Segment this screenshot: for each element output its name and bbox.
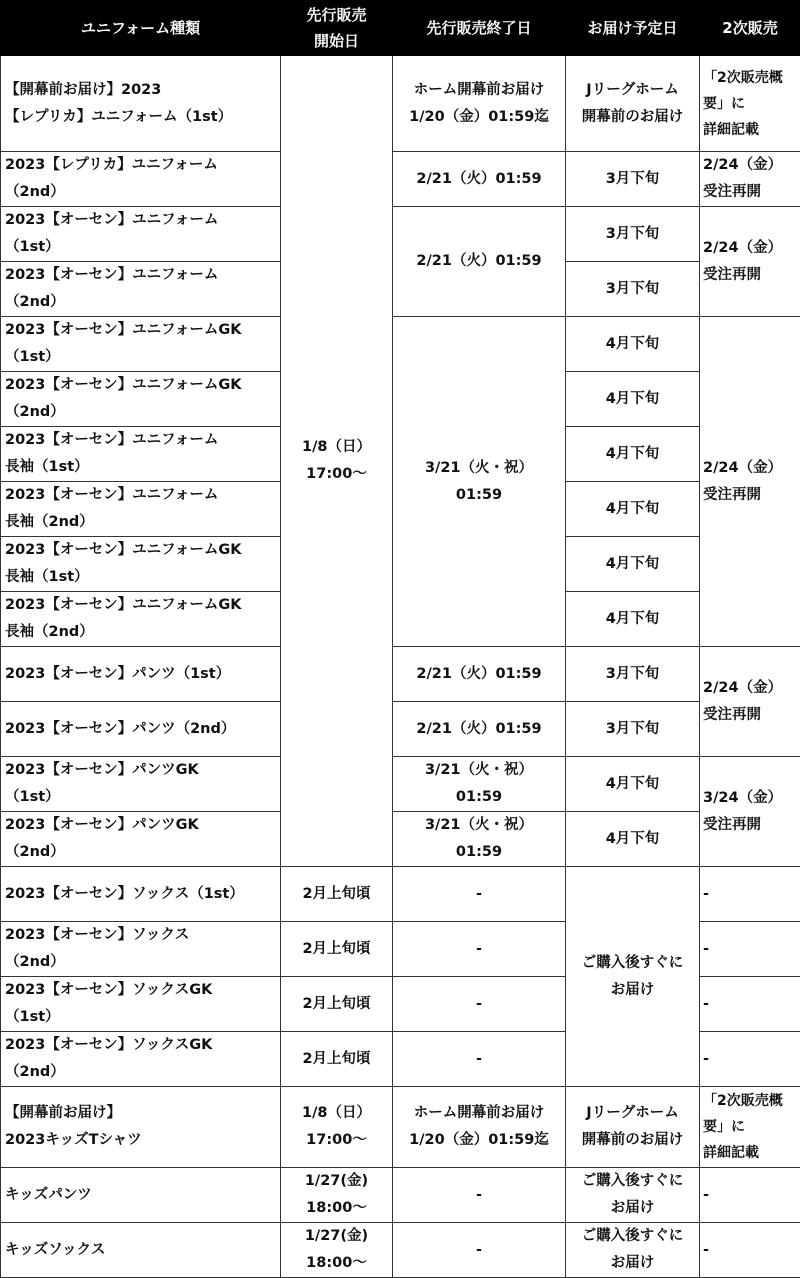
second-sale: - — [700, 867, 800, 922]
presale-end: - — [393, 1032, 566, 1087]
presale-end: ホーム開幕前お届け 1/20（金）01:59迄 — [393, 56, 566, 152]
presale-start: 2月上旬頃 — [281, 922, 393, 977]
item-name: 2023【オーセン】ユニフォーム （2nd） — [1, 262, 281, 317]
delivery-date: 4月下旬 — [566, 317, 700, 372]
delivery-date: ご購入後すぐに お届け — [566, 1223, 700, 1278]
header-item-type: ユニフォーム種類 — [1, 1, 281, 56]
item-name: 2023【オーセン】パンツGK （2nd） — [1, 812, 281, 867]
presale-end: 2/21（火）01:59 — [393, 702, 566, 757]
presale-start: 1/8（日） 17:00～ — [281, 1087, 393, 1168]
table-row — [1, 317, 800, 372]
second-sale: - — [700, 1032, 800, 1087]
table-row — [1, 152, 800, 207]
delivery-date: 3月下旬 — [566, 152, 700, 207]
item-name: 2023【オーセン】ユニフォームGK 長袖（1st） — [1, 537, 281, 592]
presale-end: - — [393, 1168, 566, 1223]
table-row — [1, 757, 800, 812]
table-row — [1, 56, 800, 152]
second-sale: 2/24（金） 受注再開 — [700, 647, 800, 757]
delivery-date: 4月下旬 — [566, 592, 700, 647]
item-name: 2023【オーセン】ユニフォームGK （2nd） — [1, 372, 281, 427]
item-name: 2023【オーセン】ソックス （2nd） — [1, 922, 281, 977]
presale-start: 1/27(金) 18:00～ — [281, 1223, 393, 1278]
delivery-date: 3月下旬 — [566, 702, 700, 757]
second-sale: 2/24（金） 受注再開 — [700, 317, 800, 647]
item-name: 【開幕前お届け】2023 【レプリカ】ユニフォーム（1st） — [1, 56, 281, 152]
item-name: 2023【オーセン】ソックスGK （1st） — [1, 977, 281, 1032]
table-row — [1, 1223, 800, 1278]
table-row — [1, 867, 800, 922]
second-sale: - — [700, 922, 800, 977]
second-sale: 「2次販売概 要」に 詳細記載 — [700, 56, 800, 152]
item-name: 2023【オーセン】ソックス（1st） — [1, 867, 281, 922]
presale-start: 2月上旬頃 — [281, 867, 393, 922]
presale-end: 3/21（火・祝） 01:59 — [393, 757, 566, 812]
header-presale-start: 先行販売 開始日 — [281, 1, 393, 56]
presale-end: 2/21（火）01:59 — [393, 207, 566, 317]
table-row — [1, 207, 800, 262]
second-sale: 3/24（金） 受注再開 — [700, 757, 800, 867]
presale-end: ホーム開幕前お届け 1/20（金）01:59迄 — [393, 1087, 566, 1168]
presale-end: 3/21（火・祝） 01:59 — [393, 812, 566, 867]
header-row — [1, 1, 800, 56]
second-sale: 「2次販売概 要」に 詳細記載 — [700, 1087, 800, 1168]
presale-end: - — [393, 977, 566, 1032]
delivery-date: 4月下旬 — [566, 427, 700, 482]
presale-end: - — [393, 1223, 566, 1278]
item-name: 2023【オーセン】ソックスGK （2nd） — [1, 1032, 281, 1087]
presale-end: - — [393, 922, 566, 977]
item-name: キッズパンツ — [1, 1168, 281, 1223]
table-row — [1, 647, 800, 702]
table-row — [1, 1087, 800, 1168]
second-sale: - — [700, 977, 800, 1032]
delivery-date: 3月下旬 — [566, 207, 700, 262]
item-name: 2023【オーセン】パンツ（2nd） — [1, 702, 281, 757]
presale-end: 3/21（火・祝） 01:59 — [393, 317, 566, 647]
presale-end: 2/21（火）01:59 — [393, 647, 566, 702]
item-name: 2023【オーセン】ユニフォーム （1st） — [1, 207, 281, 262]
second-sale: - — [700, 1168, 800, 1223]
delivery-date: Jリーグホーム 開幕前のお届け — [566, 56, 700, 152]
item-name: 2023【オーセン】ユニフォーム 長袖（2nd） — [1, 482, 281, 537]
header-second-sale: 2次販売 — [700, 1, 800, 56]
delivery-date: 3月下旬 — [566, 262, 700, 317]
delivery-date: Jリーグホーム 開幕前のお届け — [566, 1087, 700, 1168]
header-presale-end: 先行販売終了日 — [393, 1, 566, 56]
delivery-date: ご購入後すぐに お届け — [566, 867, 700, 1087]
item-name: 2023【レプリカ】ユニフォーム （2nd） — [1, 152, 281, 207]
delivery-date: ご購入後すぐに お届け — [566, 1168, 700, 1223]
second-sale: - — [700, 1223, 800, 1278]
delivery-date: 4月下旬 — [566, 757, 700, 812]
delivery-date: 4月下旬 — [566, 482, 700, 537]
table-row — [1, 1168, 800, 1223]
presale-end: 2/21（火）01:59 — [393, 152, 566, 207]
item-name: 【開幕前お届け】 2023キッズTシャツ — [1, 1087, 281, 1168]
second-sale: 2/24（金） 受注再開 — [700, 207, 800, 317]
delivery-date: 4月下旬 — [566, 372, 700, 427]
table-row — [1, 812, 800, 867]
second-sale: 2/24（金） 受注再開 — [700, 152, 800, 207]
header-delivery: お届け予定日 — [566, 1, 700, 56]
presale-start: 1/27(金) 18:00～ — [281, 1168, 393, 1223]
presale-start: 2月上旬頃 — [281, 977, 393, 1032]
item-name: 2023【オーセン】ユニフォームGK 長袖（2nd） — [1, 592, 281, 647]
item-name: 2023【オーセン】パンツ（1st） — [1, 647, 281, 702]
item-name: 2023【オーセン】パンツGK （1st） — [1, 757, 281, 812]
table-row — [1, 702, 800, 757]
presale-start: 1/8（日） 17:00～ — [281, 56, 393, 867]
presale-end: - — [393, 867, 566, 922]
item-name: 2023【オーセン】ユニフォーム 長袖（1st） — [1, 427, 281, 482]
item-name: キッズソックス — [1, 1223, 281, 1278]
presale-start: 2月上旬頃 — [281, 1032, 393, 1087]
delivery-date: 3月下旬 — [566, 647, 700, 702]
delivery-date: 4月下旬 — [566, 537, 700, 592]
delivery-date: 4月下旬 — [566, 812, 700, 867]
item-name: 2023【オーセン】ユニフォームGK （1st） — [1, 317, 281, 372]
